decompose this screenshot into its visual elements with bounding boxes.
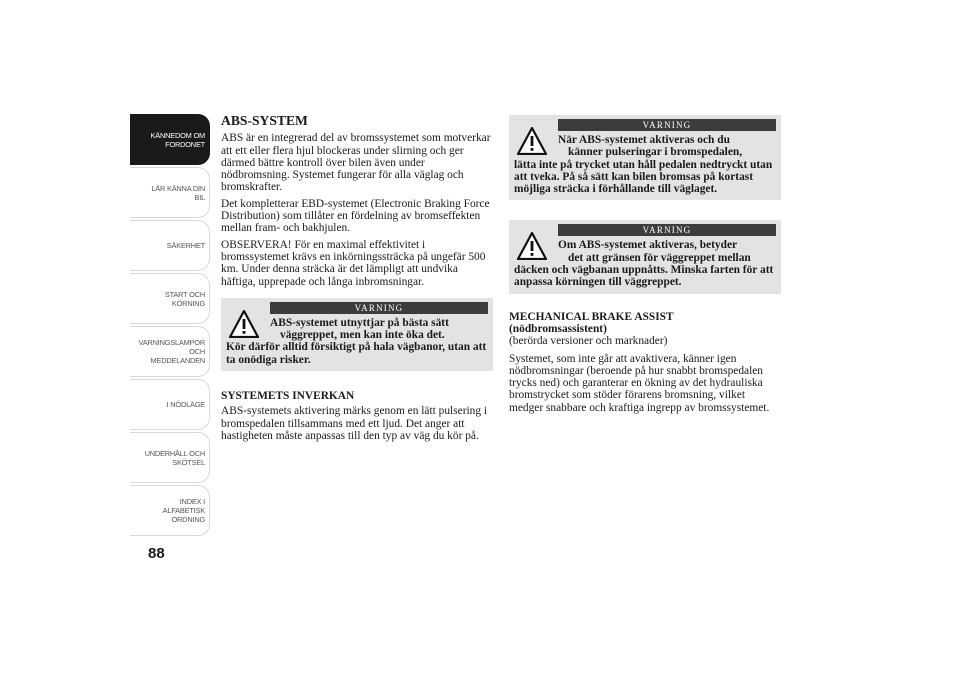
warning-box [509,220,781,293]
warning-label: VARNING [558,119,776,131]
warning-line: ABS-systemet utnyttjar på bästa sätt [270,316,449,329]
section-title-brake-assist: MECHANICAL BRAKE ASSIST [509,310,674,323]
chapter-tabs [130,114,210,538]
warning-line: däcken och vägbanan uppnåtts. Minska farten för att anpassa körningen till väggreppet. [514,264,774,289]
warning-line: väggreppet, men kan inte öka det. [280,329,445,342]
right-column [509,115,781,418]
warning-label: VARNING [270,302,488,314]
warning-text [514,134,776,195]
section-subtitle-brake-assist: (nödbromsassistent) [509,322,607,335]
tab-i-nodlage[interactable] [130,379,210,430]
tab-label: INDEX I ALFABETISK ORDNING [162,497,205,524]
tab-sakerhet[interactable] [130,220,210,271]
paragraph: ABS-systemets aktivering märks genom en lätt pulsering i bromspedalen tillsammans med ett ljud. Det anger att hastigheten måste anpassas till den typ av väg du kör på. [221,405,488,442]
section-title-inverkan: SYSTEMETS INVERKAN [221,390,355,403]
warning-box [221,298,493,371]
warning-line: Kör därför alltid försiktigt på hala vägbanor, utan att ta onödiga risker. [226,341,487,366]
section-title-abs: ABS-SYSTEM [221,113,308,128]
tab-label: LÄR KÄNNA DIN BIL [151,183,205,202]
warning-label: VARNING [558,224,776,236]
warning-text [514,239,776,288]
warning-line: När ABS-systemet aktiveras och du [558,134,730,146]
warning-line: Om ABS-systemet aktiveras, betyder [558,239,738,252]
tab-kannedom-om-fordonet[interactable] [130,114,210,165]
paragraph: Systemet, som inte går att avaktivera, känner igen nödbromsningar (beroende på hur snabbt bromspedalen trycks ned) och garanterar en ökning av det hydrauliska bromstrycket som stöder förarens bromsning, vilket medger snabbare och kraftiga ingrepp av bromssystemet. [509,352,770,414]
paragraph: ABS är en integrerad del av bromssystemet som motverkar att ett eller flera hjul blockeras under slirning och ger därmed bättre kontroll över bilen även under nödbromsning. Systemet fungerar för alla väglag och bromskrafter. [221,132,491,194]
warning-text [226,317,488,366]
paragraph: OBSERVERA! För en maximal effektivitet i bromssystemet krävs en inkörningssträcka på ungefär 500 km. Under denna sträcka är det lämpligt att undvika häftiga, upprepade och långa inbromsningar. [221,238,486,288]
left-column [221,115,493,446]
tab-label: I NÖDLÄGE [166,400,205,409]
warning-line: lätta inte på trycket utan håll pedalen nedtryckt utan att tveka. På så sätt kan bilen bromsas på kortast möjliga sträcka i förhållande till väglaget. [514,158,773,196]
tab-label: SÄKERHET [166,241,205,250]
tab-label: KÄNNEDOM OM FORDONET [150,130,205,149]
tab-varningslampor[interactable] [130,326,210,377]
tab-label: START OCH KÖRNING [164,289,205,308]
warning-triangle-icon [229,310,259,338]
tab-label: UNDERHÅLL OCH SKÖTSEL [144,448,205,467]
section-note: (berörda versioner och marknader) [509,335,668,348]
tab-underhall-och-skotsel[interactable] [130,432,210,483]
tab-start-och-korning[interactable] [130,273,210,324]
warning-line: känner pulseringar i bromspedalen, [568,146,743,159]
warning-line: det att gränsen för väggreppet mellan [568,251,751,264]
tab-lar-kanna-din-bil[interactable] [130,167,210,218]
tab-index[interactable] [130,485,210,536]
warning-triangle-icon [517,127,547,155]
warning-box [509,115,781,200]
paragraph: Det kompletterar EBD-systemet (Electronic Braking Force Distribution) som tillåter en fördelning av bromseffekten mellan fram- och bakhjulen. [221,197,490,235]
page-number: 88 [148,545,165,562]
tab-label: VARNINGSLAMPOR OCH MEDDELANDEN [138,338,205,365]
warning-triangle-icon [517,232,547,260]
